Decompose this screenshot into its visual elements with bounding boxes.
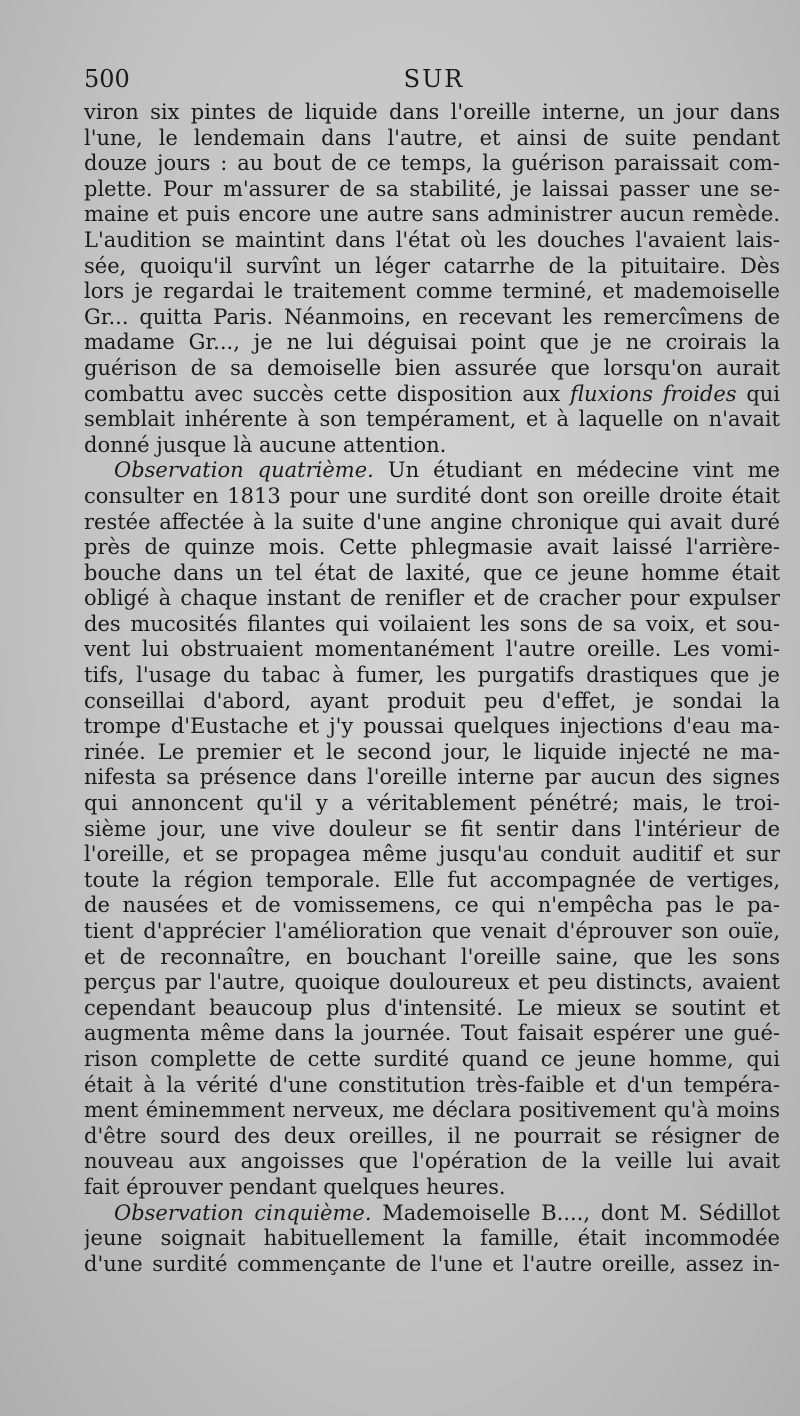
text-segment: combattu avec succès cette disposition aux <box>84 381 561 406</box>
text-line: perçus par l'autre, quoique douloureux et peu distincts, avaient <box>84 970 780 995</box>
text-line: maine et puis encore une autre sans administrer aucun remède. <box>84 202 780 227</box>
text-line: était à la vérité d'une constitution très-faible et d'un tempéra- <box>84 1072 780 1097</box>
text-segment: Mademoiselle B...., dont M. Sédillot <box>371 1200 780 1225</box>
text-line: madame Gr..., je ne lui déguisai point que je ne croirais la <box>84 330 780 355</box>
text-line: plette. Pour m'assurer de sa stabilité, je laissai passer une se- <box>84 176 780 201</box>
text-line: L'audition se maintint dans l'état où les douches l'avaient lais- <box>84 227 780 252</box>
page-body <box>84 100 780 1277</box>
text-line: augmenta même dans la journée. Tout faisait espérer une gué- <box>84 1021 780 1046</box>
text-segment: Un étudiant en médecine vint me <box>373 458 780 483</box>
text-line: vent lui obstruaient momentanément l'autre oreille. Les vomi- <box>84 637 780 662</box>
text-line: ment éminemment nerveux, me déclara positivement qu'à moins <box>84 1098 780 1123</box>
text-line: qui annoncent qu'il y a véritablement pénétré; mais, le troi- <box>84 791 780 816</box>
text-line: sième jour, une vive douleur se fit sentir dans l'intérieur de <box>84 816 780 841</box>
text-line: sée, quoiqu'il survînt un léger catarrhe de la pituitaire. Dès <box>84 253 780 278</box>
text-line: cependant beaucoup plus d'intensité. Le mieux se soutint et <box>84 995 780 1020</box>
text-line: l'oreille, et se propagea même jusqu'au conduit auditif et sur <box>84 842 780 867</box>
text-segment: qui <box>736 381 780 406</box>
observation-quatrieme <box>84 458 780 1200</box>
text-line: l'une, le lendemain dans l'autre, et ainsi de suite pendant <box>84 125 780 150</box>
text-line: guérison de sa demoiselle bien assurée que lorsqu'on aurait <box>84 355 780 380</box>
text-line: nouveau aux angoisses que l'opération de la veille lui avait <box>84 1149 780 1174</box>
text-line: lors je regardai le traitement comme terminé, et mademoiselle <box>84 279 780 304</box>
text-line-with-heading <box>84 1201 780 1227</box>
text-line: et de reconnaître, en bouchant l'oreille saine, que les sons <box>84 944 780 969</box>
page-header <box>84 62 784 96</box>
text-line: rinée. Le premier et le second jour, le liquide injecté ne ma- <box>84 739 780 764</box>
observation-heading: Observation cinquième. <box>114 1200 372 1225</box>
text-line: obligé à chaque instant de renifler et de cracher pour expulser <box>84 586 780 611</box>
text-line: d'une surdité commençante de l'une et l'autre oreille, assez in- <box>84 1251 780 1276</box>
paragraph-continuation <box>84 100 780 458</box>
text-line: consulter en 1813 pour une surdité dont son oreille droite était <box>84 483 780 508</box>
text-line: toute la région temporale. Elle fut accompagnée de vertiges, <box>84 867 780 892</box>
text-line: rison complette de cette surdité quand ce jeune homme, qui <box>84 1046 780 1071</box>
text-line: jeune soignait habituellement la famille, était incommodée <box>84 1226 780 1251</box>
observation-heading: Observation quatrième. <box>114 458 374 483</box>
text-line: conseillai d'abord, ayant produit peu d'effet, je sondai la <box>84 688 780 713</box>
text-line: restée affectée à la suite d'une angine chronique qui avait duré <box>84 509 780 534</box>
text-line: des mucosités filantes qui voilaient les sons de sa voix, et sou- <box>84 611 780 636</box>
text-line: bouche dans un tel état de laxité, que ce jeune homme était <box>84 560 780 585</box>
page-number: 500 <box>84 65 130 93</box>
text-line: trompe d'Eustache et j'y poussai quelques injections d'eau ma- <box>84 714 780 739</box>
text-line: semblait inhérente à son tempérament, et à laquelle on n'avait <box>84 407 780 432</box>
text-line: fait éprouver pendant quelques heures. <box>84 1174 506 1199</box>
text-line: viron six pintes de liquide dans l'oreille interne, un jour dans <box>84 100 780 124</box>
text-line: tient d'apprécier l'amélioration que venait d'éprouver son ouïe, <box>84 919 780 943</box>
text-line: tifs, l'usage du tabac à fumer, les purgatifs drastiques que je <box>84 663 780 688</box>
running-head: SUR <box>403 65 465 93</box>
observation-cinquieme <box>84 1201 780 1278</box>
italic-phrase: fluxions froides <box>569 381 737 406</box>
text-line-with-italic <box>84 382 780 408</box>
text-line: douze jours : au bout de ce temps, la guérison paraissait com- <box>84 151 780 176</box>
text-line: de nausées et de vomissemens, ce qui n'empêcha pas le pa- <box>84 893 780 918</box>
text-line: près de quinze mois. Cette phlegmasie avait laissé l'arrière- <box>84 535 780 560</box>
text-line: donné jusque là aucune attention. <box>84 432 447 457</box>
text-line-with-heading <box>84 458 780 484</box>
text-line: nifesta sa présence dans l'oreille interne par aucun des signes <box>84 765 780 790</box>
text-line: d'être sourd des deux oreilles, il ne pourrait se résigner de <box>84 1123 780 1148</box>
text-line: Gr... quitta Paris. Néanmoins, en recevant les remercîmens de <box>84 304 780 329</box>
